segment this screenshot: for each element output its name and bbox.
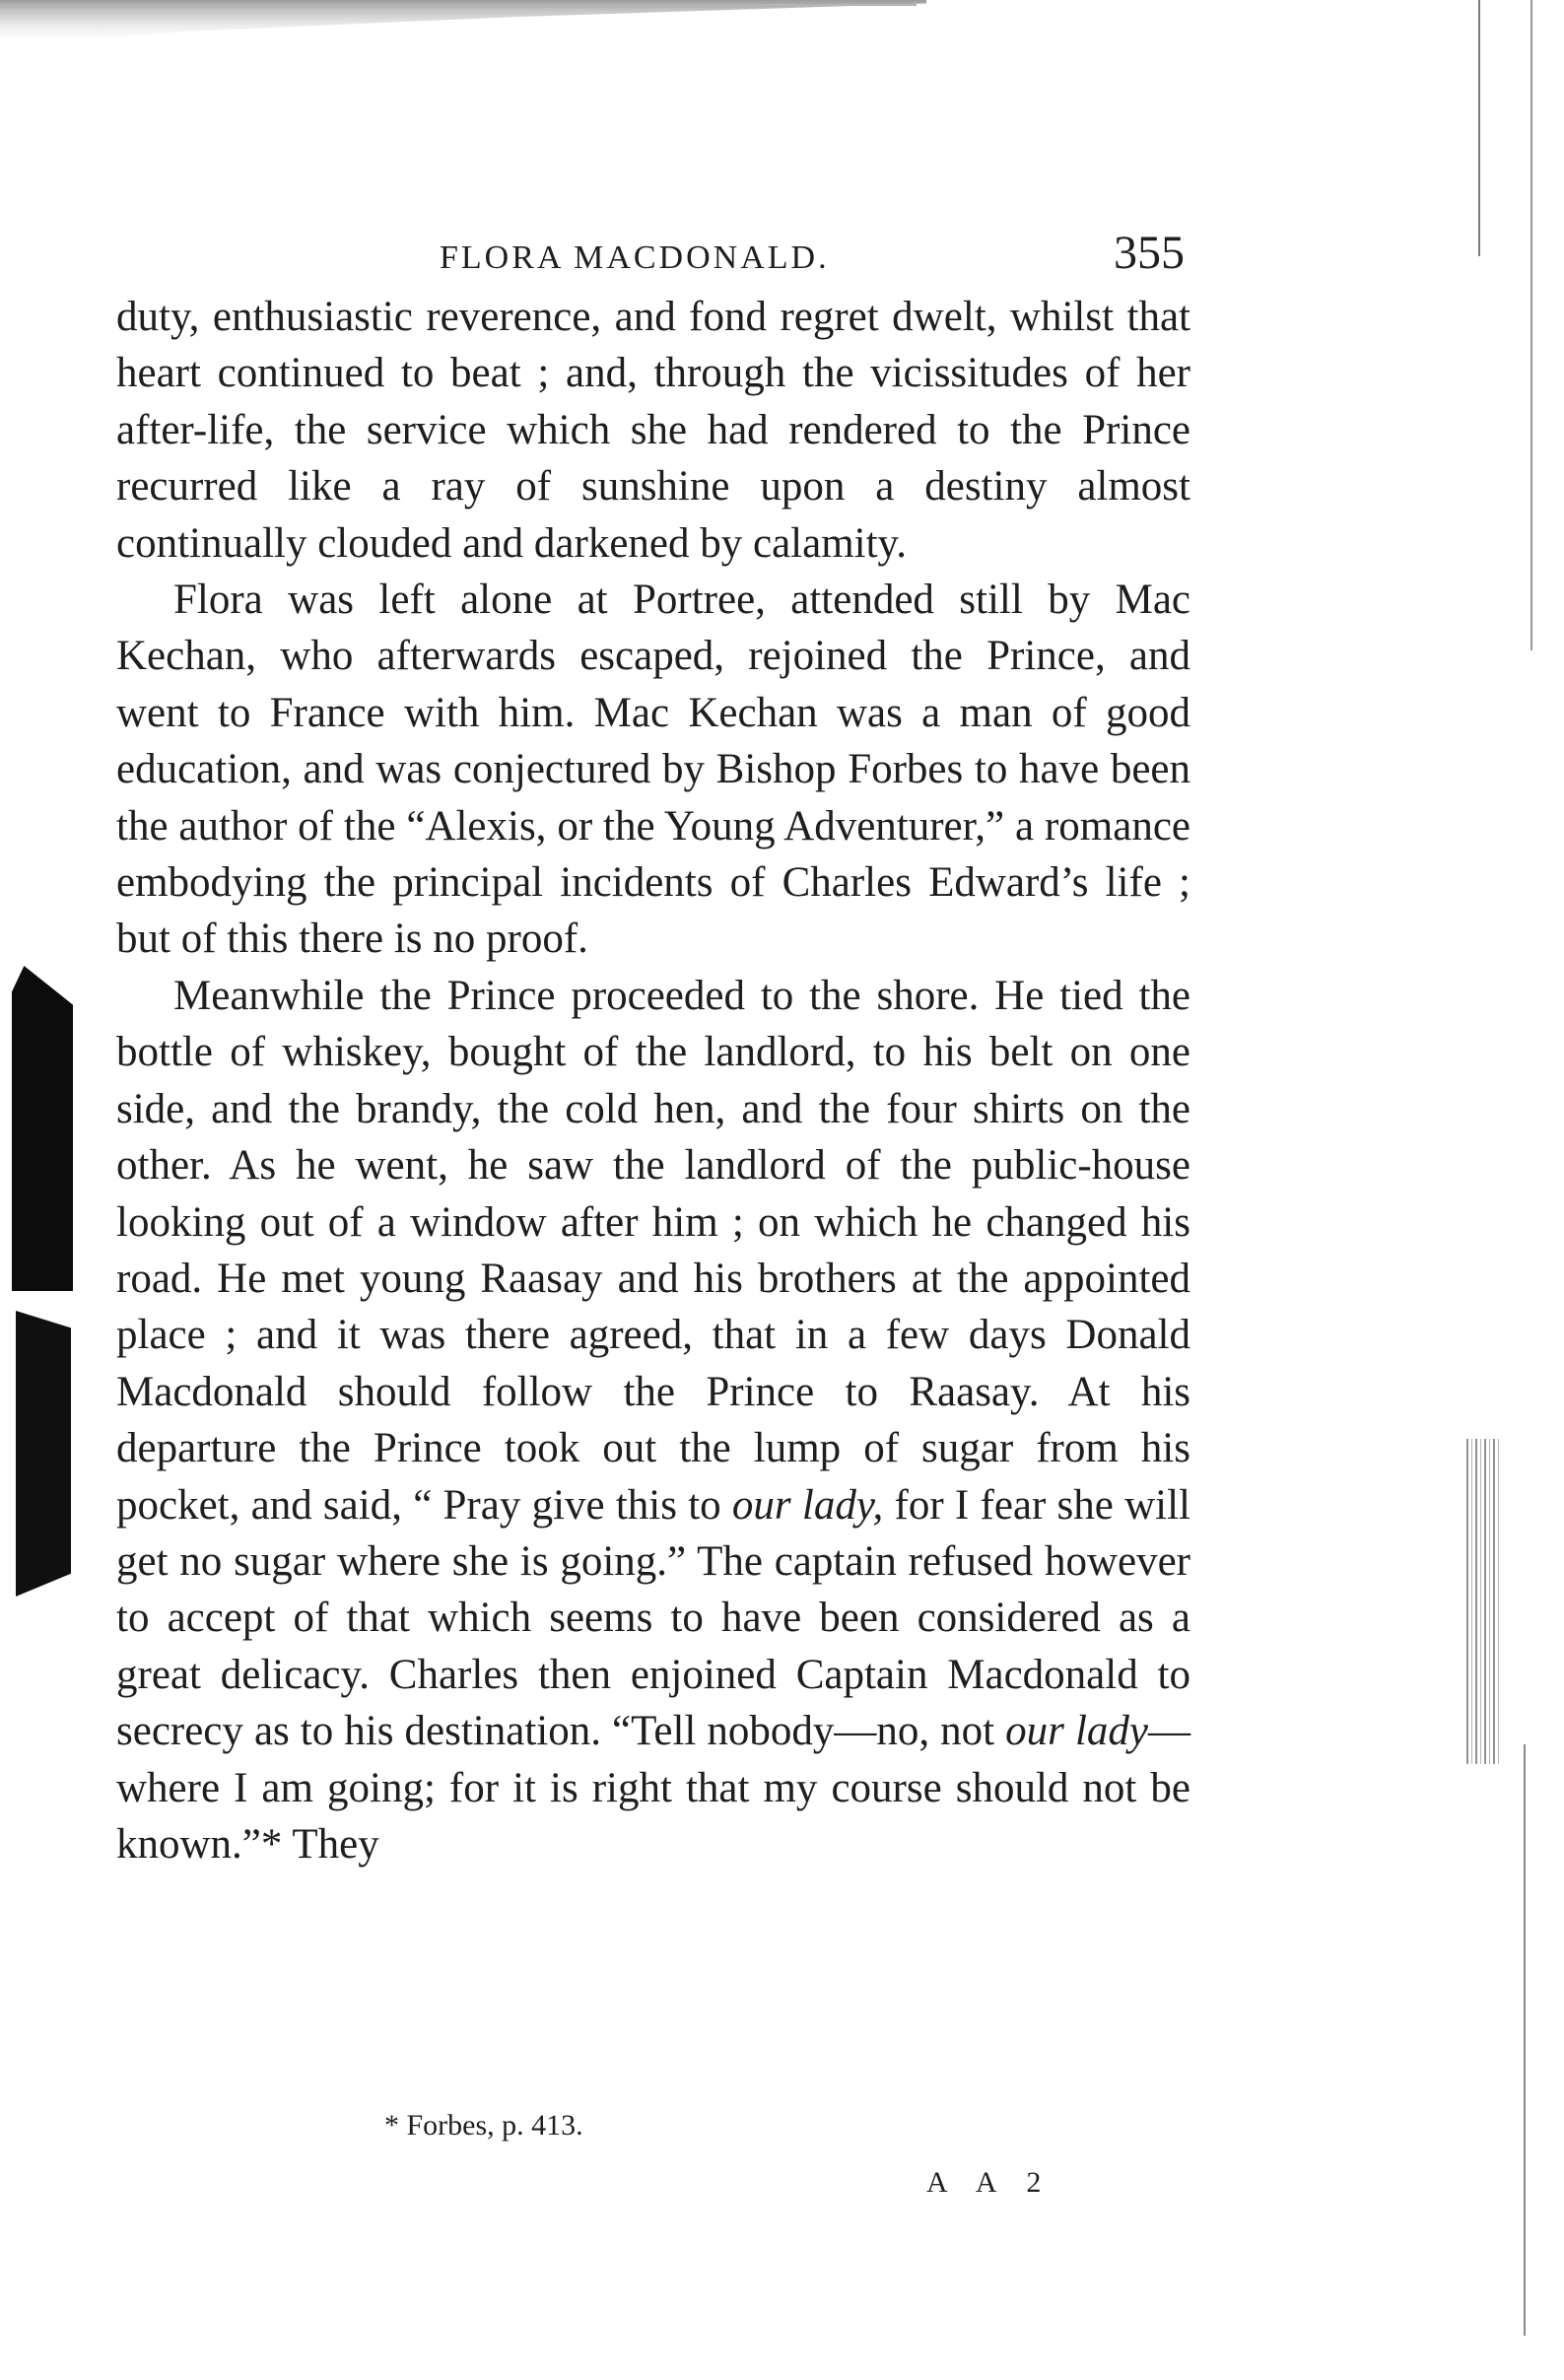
- scan-margin-mark: [1478, 0, 1480, 256]
- scan-margin-mark: [1524, 1744, 1526, 2336]
- scan-binding-shadow: [16, 1311, 71, 1597]
- italic-phrase: our lady: [1005, 1708, 1148, 1755]
- scan-margin-mark: [1530, 0, 1532, 650]
- book-page: [116, 212, 1190, 1872]
- text-segment: duty, enthusiastic reverence, and fond regret dwelt, whilst that heart continued to beat ; and, through the vicissitudes of her after-life, the service which she had rendered to the Prince recurred like a ray of sunshine upon a destiny almost continually clouded and darkened by calamity.: [116, 294, 1190, 567]
- signature-mark: A A 2: [926, 2166, 1054, 2199]
- running-title: FLORA MACDONALD.: [440, 239, 830, 276]
- text-segment: Meanwhile the Prince proceeded to the shore. He tied the bottle of whiskey, bought of the landlord, to his belt on one side, and the brandy, the cold hen, and the four shirts on the other. As he went, he saw the landlord of the public-house looking out of a window after him ; on which he changed his road. He met young Raasay and his brothers at the appointed place ; and it was there agreed, that in a few days Donald Macdonald should follow the Prince to Raasay. At his departure the Prince took out the lump of sugar from his pocket, and said, “ Pray give this to: [116, 972, 1190, 1529]
- italic-phrase: our lady,: [731, 1481, 884, 1529]
- page-header: [116, 212, 1190, 289]
- scan-margin-noise: [1466, 1439, 1502, 1764]
- scan-edge-shadow: [0, 0, 926, 57]
- page-number: 355: [1114, 227, 1185, 279]
- scan-binding-shadow: [12, 966, 73, 1291]
- paragraph: [116, 968, 1190, 1873]
- scan-edge-line: [0, 4, 917, 6]
- body-text: [116, 289, 1190, 1872]
- text-segment: Flora was left alone at Portree, attended still by Mac Kechan, who afterwards escaped, rejoined the Prince, and went to France with him. Mac Kechan was a man of good education, and was conjectured by Bishop Forbes to have been the author of the “Alexis, or the Young Adventurer,” a romance embodying the principal incidents of Charles Edward’s life ; but of this there is no proof.: [116, 577, 1190, 963]
- paragraph: [116, 572, 1190, 968]
- paragraph: [116, 289, 1190, 572]
- footnote: * Forbes, p. 413.: [384, 2109, 583, 2142]
- text-segment: for I fear she will get no sugar where she is going.” The captain refused however to accept of that which seems to have been considered as a great delicacy. Charles then enjoined Captain Macdonald to secrecy as to his destination. “Tell nobody—no, not: [116, 1481, 1190, 1755]
- text-segment: —where I am going; for it is right that my course should not be known.”* They: [116, 1708, 1190, 1868]
